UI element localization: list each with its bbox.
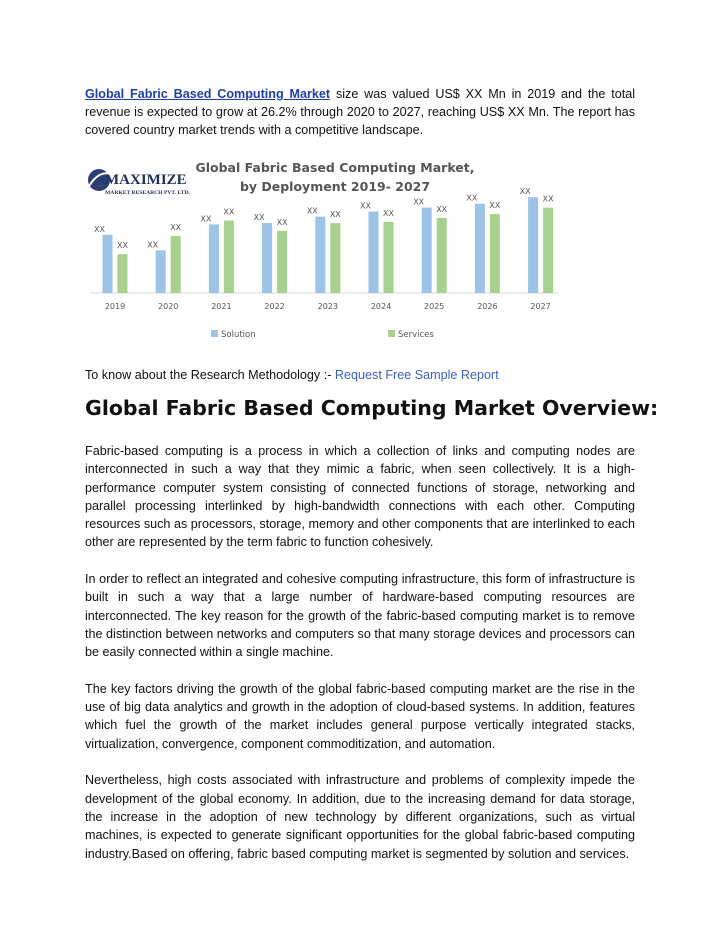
legend-swatch-solution bbox=[211, 330, 218, 337]
data-label-services-2021: XX bbox=[223, 207, 235, 217]
logo-name: MAXIMIZE bbox=[105, 172, 187, 188]
bar-services-2027 bbox=[543, 208, 553, 293]
x-tick-2022: 2022 bbox=[264, 302, 285, 311]
chart-legend bbox=[211, 330, 434, 340]
paragraph: In order to reflect an integrated and cohesive computing infrastructure, this form of infrastructure is built in such a way that a large number of hardware-based computing resources are interconnected. The key reason for the growth of the fabric-based computing market is to remove the distinction between networks and computers so that many storage devices and processors can be easily connected within a single machine. bbox=[85, 572, 635, 660]
data-label-services-2027: XX bbox=[542, 194, 554, 204]
data-label-solution-2019: XX bbox=[94, 224, 105, 234]
intro-paragraph bbox=[85, 85, 635, 140]
legend-label-solution: Solution bbox=[221, 330, 256, 340]
methodology-text: To know about the Research Methodology :- bbox=[85, 368, 335, 382]
bar-services-2026 bbox=[490, 214, 500, 293]
data-label-services-2026: XX bbox=[489, 201, 501, 211]
data-label-solution-2026: XX bbox=[466, 193, 478, 203]
legend-swatch-services bbox=[388, 330, 395, 337]
x-tick-2021: 2021 bbox=[211, 302, 232, 311]
bar-solution-2020 bbox=[156, 250, 166, 293]
data-label-services-2023: XX bbox=[329, 210, 341, 220]
chart-bars bbox=[94, 187, 554, 293]
bar-solution-2021 bbox=[209, 224, 219, 293]
chart-title: Global Fabric Based Computing Market, bbox=[195, 160, 475, 175]
bar-solution-2024 bbox=[369, 211, 379, 293]
intro-text: size was valued US$ XX Mn in 2019 and the total revenue is expected to grow at 26.2% through 2020 to 2027, reaching US$ XX Mn. The report has covered country market trends with a competitive landscape. bbox=[85, 87, 636, 138]
deployment-bar-chart bbox=[85, 150, 565, 355]
bar-solution-2022 bbox=[262, 223, 272, 293]
data-label-services-2022: XX bbox=[276, 217, 288, 227]
x-tick-2020: 2020 bbox=[158, 302, 179, 311]
x-tick-2019: 2019 bbox=[104, 302, 126, 311]
overview-heading: Global Fabric Based Computing Market Overview: bbox=[85, 396, 659, 420]
overview-body bbox=[85, 442, 635, 881]
legend-label-services: Services bbox=[398, 330, 434, 340]
chart-figure bbox=[85, 150, 565, 355]
chart-subtitle: by Deployment 2019- 2027 bbox=[239, 179, 431, 194]
bar-solution-2027 bbox=[528, 197, 538, 293]
data-label-solution-2023: XX bbox=[306, 206, 318, 216]
bar-solution-2026 bbox=[475, 204, 485, 293]
data-label-solution-2022: XX bbox=[253, 213, 265, 223]
request-sample-link[interactable]: Request Free Sample Report bbox=[334, 368, 499, 382]
data-label-solution-2025: XX bbox=[413, 197, 425, 207]
paragraph: Nevertheless, high costs associated with infrastructure and problems of complexity impede the development of the global economy. In addition, due to the increasing demand for data storage, the increase in the adoption of new technology by different organizations, such as virtual machines, is expected to generate significant opportunities for the global fabric-based computing industry.Based on offering, fabric based computing market is segmented by solution and services. bbox=[85, 773, 635, 861]
paragraph: The key factors driving the growth of the global fabric-based computing market are the rise in the use of big data analytics and growth in the adoption of cloud-based systems. In addition, features which fuel the growth of the market includes general purpose vertically integrated stacks, virtualization, convergence, component commoditization, and automation. bbox=[85, 681, 635, 751]
bar-services-2020 bbox=[171, 236, 181, 293]
data-label-solution-2027: XX bbox=[519, 187, 531, 197]
bar-services-2025 bbox=[437, 218, 447, 293]
bar-services-2021 bbox=[224, 221, 234, 293]
bar-solution-2025 bbox=[422, 208, 432, 293]
logo-tagline: MARKET RESEARCH PVT. LTD. bbox=[105, 190, 190, 196]
bar-services-2023 bbox=[330, 223, 340, 293]
bar-services-2019 bbox=[118, 254, 128, 293]
paragraph: Fabric-based computing is a process in which a collection of links and computing nodes are interconnected in such a way that they mimic a fabric, when seen collectively. It is a high-performance computer system consisting of connected functions of storage, networking and parallel processing interlinked by high-bandwidth connections with each other. Computing resources such as processors, storage, memory and other components that are interlinked to each other are represented by the term fabric to function cohesively. bbox=[85, 444, 635, 550]
x-tick-2024: 2024 bbox=[370, 302, 392, 311]
bar-solution-2019 bbox=[103, 235, 113, 293]
data-label-solution-2024: XX bbox=[360, 201, 371, 211]
data-label-services-2019: XX bbox=[117, 241, 128, 251]
research-methodology-line bbox=[85, 366, 499, 384]
bar-services-2024 bbox=[384, 222, 394, 293]
market-report-link[interactable]: Global Fabric Based Computing Market bbox=[85, 87, 331, 101]
data-label-solution-2021: XX bbox=[200, 214, 212, 224]
x-tick-2026: 2026 bbox=[477, 302, 498, 311]
data-label-solution-2020: XX bbox=[147, 240, 159, 250]
x-tick-2023: 2023 bbox=[317, 302, 338, 311]
data-label-services-2024: XX bbox=[383, 208, 394, 218]
x-axis-ticks bbox=[105, 302, 551, 311]
bar-services-2022 bbox=[277, 231, 287, 293]
x-tick-2025: 2025 bbox=[424, 302, 445, 311]
data-label-services-2020: XX bbox=[170, 223, 182, 233]
x-tick-2027: 2027 bbox=[530, 302, 551, 311]
bar-solution-2023 bbox=[315, 217, 325, 293]
data-label-services-2025: XX bbox=[436, 204, 448, 214]
